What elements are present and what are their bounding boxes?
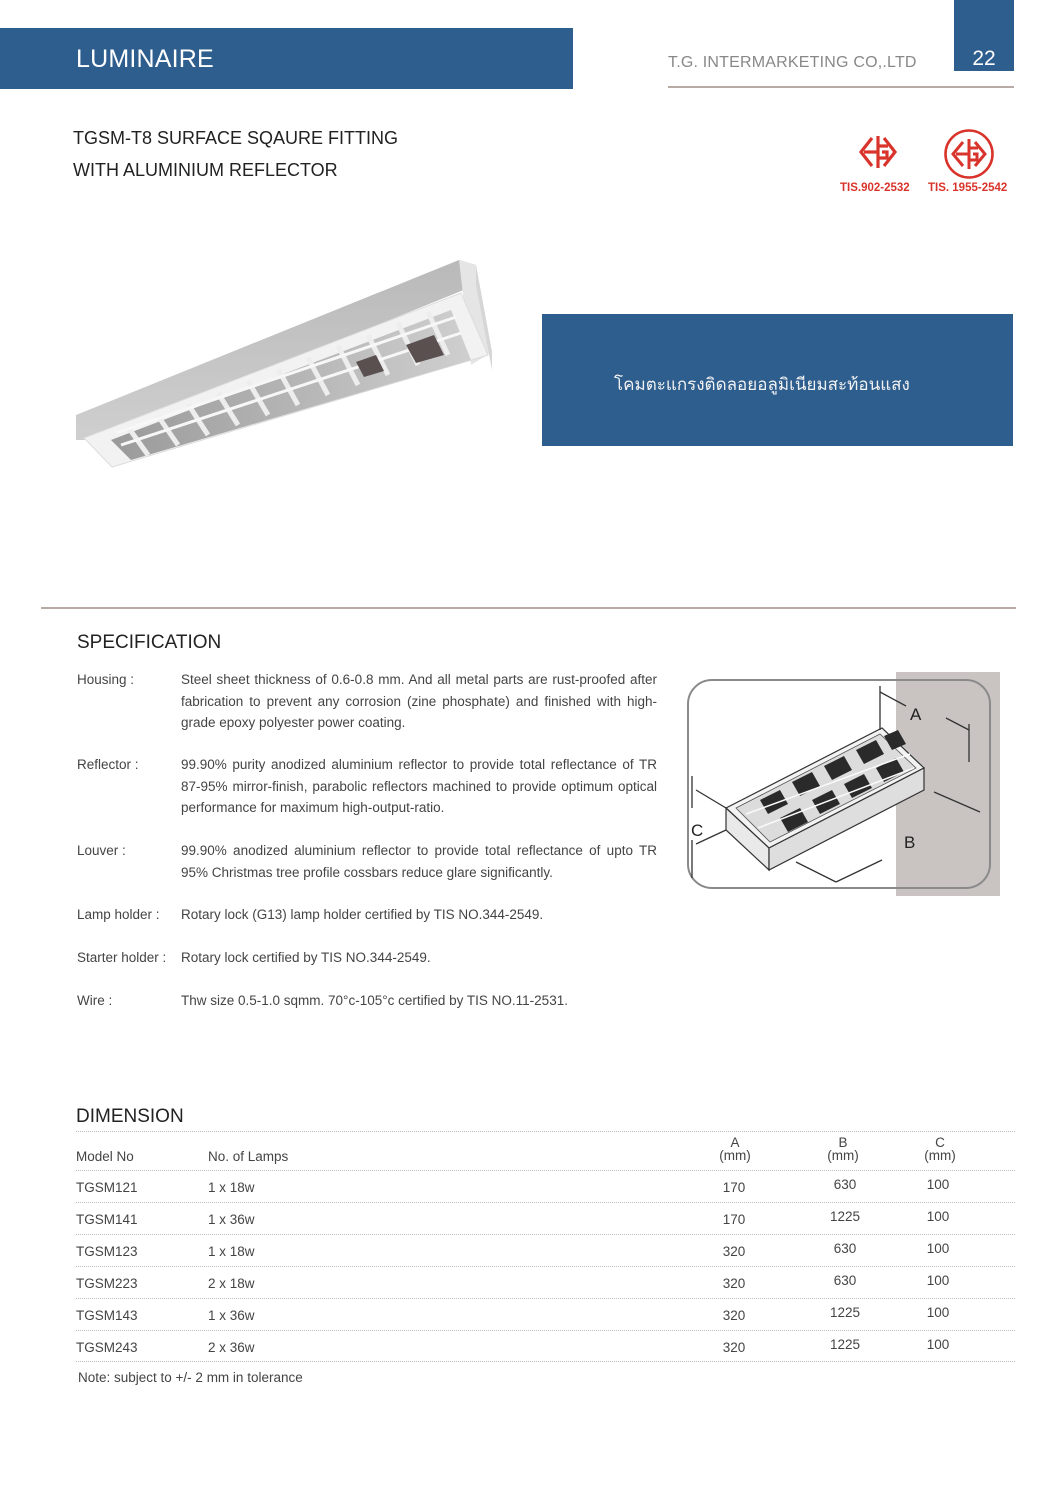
diagram-label-a: A xyxy=(910,705,922,724)
spec-text: 99.90% anodized aluminium reflector to provide total reflectance of upto TR 95% Christmas tree profile cossbars reduce glare significantly. xyxy=(181,843,657,880)
spec-text: Rotary lock certified by TIS NO.344-2549. xyxy=(181,950,431,965)
cell-a: 320 xyxy=(722,1340,746,1355)
cell-model: TGSM223 xyxy=(76,1276,138,1291)
cell-c: 100 xyxy=(926,1273,950,1288)
tis-mark-icon xyxy=(858,132,898,172)
spec-housing xyxy=(77,669,657,735)
cell-lamps: 1 x 36w xyxy=(208,1308,255,1323)
thai-description-banner xyxy=(542,314,1013,446)
dimension-table xyxy=(76,1131,1015,1362)
spec-label: Starter holder : xyxy=(77,950,167,965)
cell-model: TGSM143 xyxy=(76,1308,138,1323)
diagram-label-b: B xyxy=(904,833,916,852)
cell-b: 630 xyxy=(833,1273,857,1288)
header-model: Model No xyxy=(76,1149,134,1164)
table-row xyxy=(76,1170,1015,1202)
cell-c: 100 xyxy=(926,1209,950,1224)
cell-a: 170 xyxy=(722,1180,746,1195)
luminaire-photo xyxy=(76,255,538,470)
cell-b: 1225 xyxy=(829,1337,861,1352)
section-title: LUMINAIRE xyxy=(76,45,214,73)
spec-label: Louver : xyxy=(77,843,126,858)
cell-lamps: 2 x 36w xyxy=(208,1340,255,1355)
spec-label: Wire : xyxy=(77,993,113,1008)
cell-c: 100 xyxy=(926,1305,950,1320)
tis-902-label: TIS.902-2532 xyxy=(840,182,910,194)
spec-text: 99.90% purity anodized aluminium reflector to provide total reflectance of TR 87-95% mirror-finish, parabolic reflectors machined to provide optimum optical performance for maximum high-output-ratio. xyxy=(181,757,657,815)
cell-a: 320 xyxy=(722,1308,746,1323)
table-header-row xyxy=(76,1131,1015,1170)
tis-circle-mark-icon xyxy=(943,128,995,180)
cell-b: 1225 xyxy=(829,1209,861,1224)
cell-a: 320 xyxy=(722,1244,746,1259)
product-title-line2: WITH ALUMINIUM REFLECTOR xyxy=(73,160,338,180)
cell-b: 630 xyxy=(833,1241,857,1256)
section-title-bar xyxy=(0,28,573,89)
dimension-heading: DIMENSION xyxy=(76,1106,184,1127)
cell-a: 320 xyxy=(722,1276,746,1291)
cell-model: TGSM141 xyxy=(76,1212,138,1227)
tis-1955-label: TIS. 1955-2542 xyxy=(928,182,1008,194)
section-divider xyxy=(41,607,1016,609)
spec-reflector xyxy=(77,754,657,820)
spec-text: Steel sheet thickness of 0.6-0.8 mm. And all metal parts are rust-proofed after fabrication to prevent any corrosion (zine phosphate) and finished with high-grade epoxy polyester power coating. xyxy=(181,672,657,730)
cell-c: 100 xyxy=(926,1241,950,1256)
cell-lamps: 2 x 18w xyxy=(208,1276,255,1291)
cell-model: TGSM123 xyxy=(76,1244,138,1259)
product-title-line1: TGSM-T8 SURFACE SQAURE FITTING xyxy=(73,128,399,148)
table-row xyxy=(76,1330,1015,1362)
specification-heading: SPECIFICATION xyxy=(77,632,222,653)
table-row xyxy=(76,1298,1015,1330)
tolerance-note: Note: subject to +/- 2 mm in tolerance xyxy=(78,1370,303,1385)
company-name: T.G. INTERMARKETING CO,.LTD xyxy=(668,54,917,71)
spec-lamp-holder xyxy=(77,904,657,926)
cell-c: 100 xyxy=(926,1337,950,1352)
cell-c: 100 xyxy=(926,1177,950,1192)
header-lamps: No. of Lamps xyxy=(208,1149,289,1164)
spec-text: Thw size 0.5-1.0 sqmm. 70°c-105°c certified by TIS NO.11-2531. xyxy=(181,993,568,1008)
cell-lamps: 1 x 18w xyxy=(208,1180,255,1195)
dimension-diagram xyxy=(684,672,1000,896)
page-number-tab xyxy=(954,0,1014,71)
header-c: C (mm) xyxy=(924,1135,956,1163)
header-b: B (mm) xyxy=(827,1135,859,1163)
diagram-label-c: C xyxy=(691,821,704,840)
cell-lamps: 1 x 36w xyxy=(208,1212,255,1227)
page-number: 22 xyxy=(972,47,996,70)
cell-model: TGSM121 xyxy=(76,1180,138,1195)
header-a: A (mm) xyxy=(719,1135,751,1163)
table-row xyxy=(76,1234,1015,1266)
spec-label: Lamp holder : xyxy=(77,907,160,922)
table-row xyxy=(76,1202,1015,1234)
cell-lamps: 1 x 18w xyxy=(208,1244,255,1259)
spec-louver xyxy=(77,840,657,884)
cell-b: 1225 xyxy=(829,1305,861,1320)
spec-label: Housing : xyxy=(77,672,135,687)
cell-a: 170 xyxy=(722,1212,746,1227)
table-row xyxy=(76,1266,1015,1298)
spec-starter-holder xyxy=(77,947,657,969)
cell-model: TGSM243 xyxy=(76,1340,138,1355)
spec-wire xyxy=(77,990,657,1012)
spec-text: Rotary lock (G13) lamp holder certified by TIS NO.344-2549. xyxy=(181,907,544,922)
cell-b: 630 xyxy=(833,1177,857,1192)
thai-description: โคมตะแกรงติดลอยอลูมิเนียมสะท้อนแสง xyxy=(614,375,910,395)
product-title xyxy=(73,122,398,186)
spec-label: Reflector : xyxy=(77,757,139,772)
company-underline xyxy=(668,86,1014,88)
